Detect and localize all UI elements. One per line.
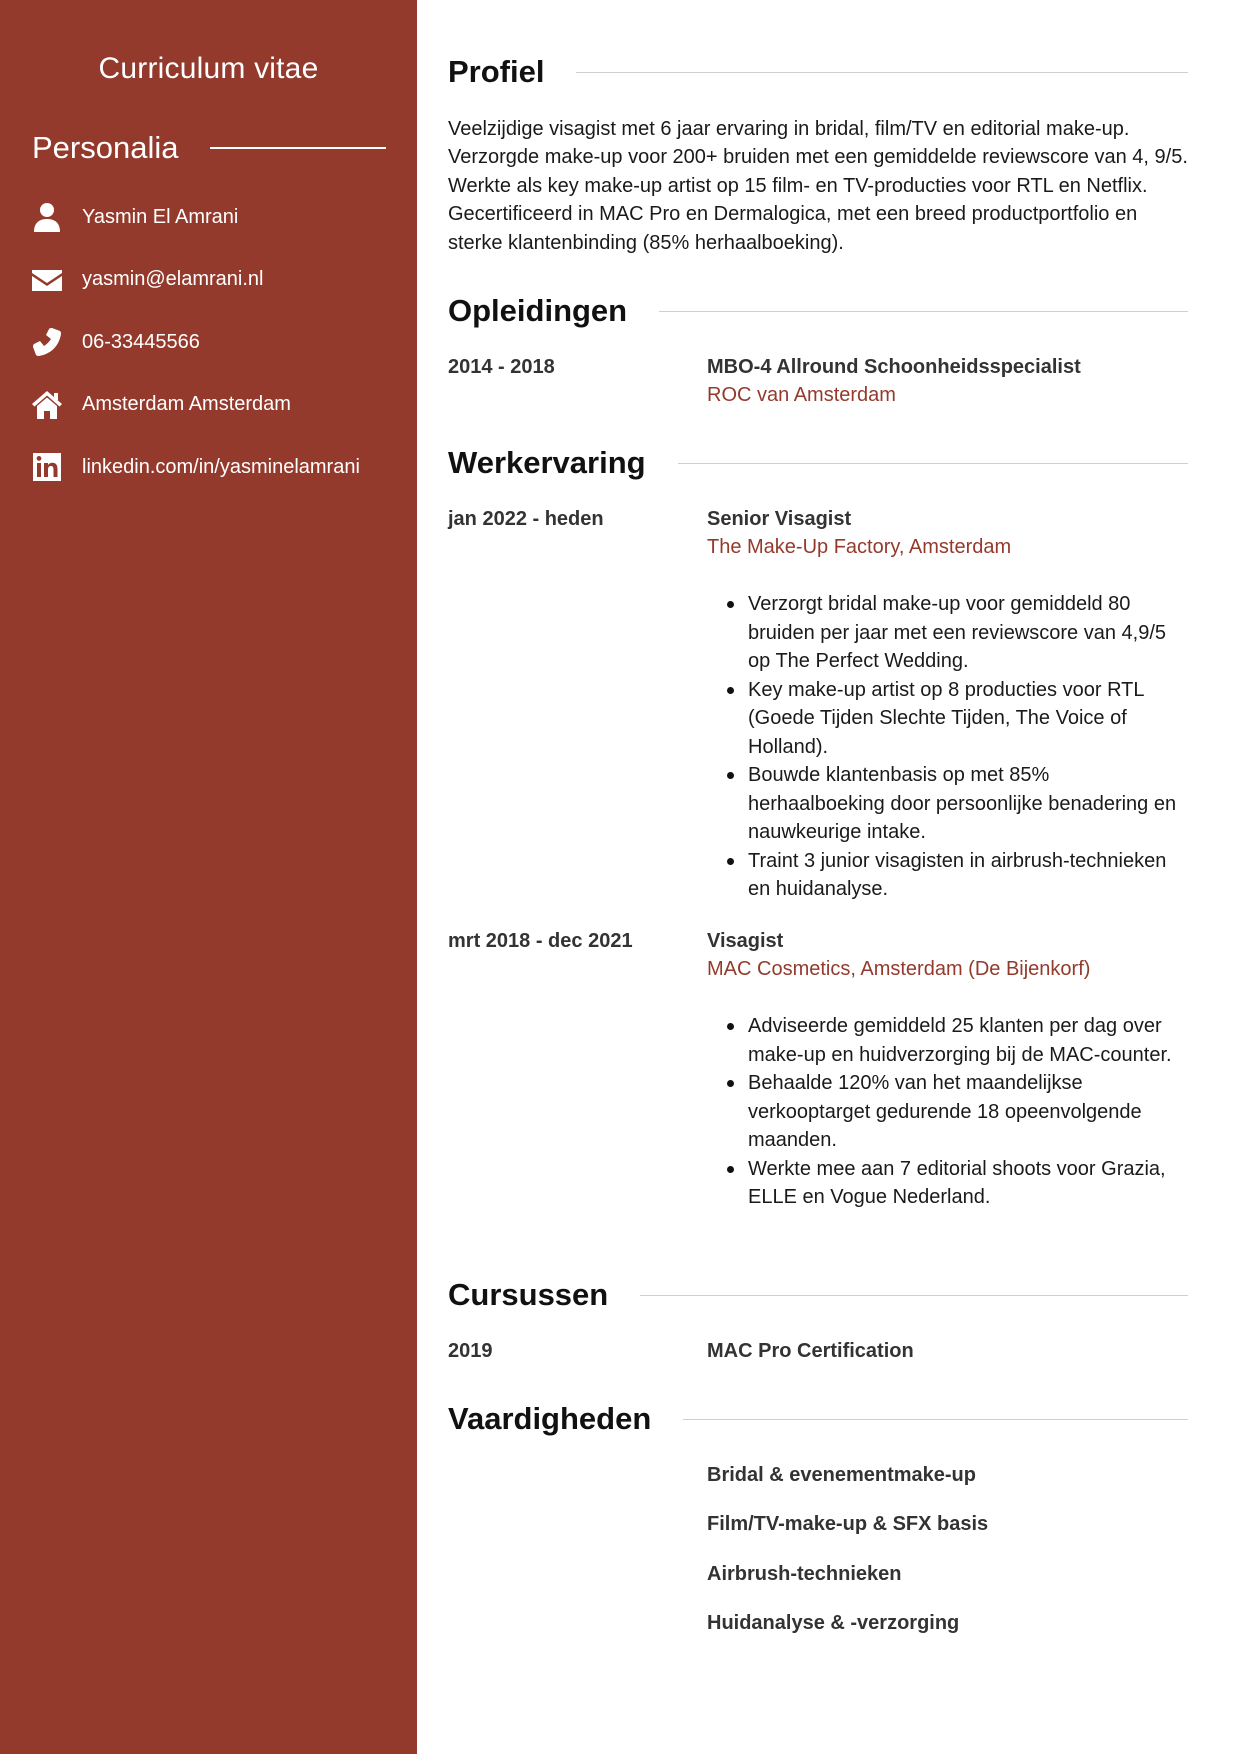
contact-address <box>30 374 400 437</box>
job-employer: MAC Cosmetics, Amsterdam (De Bijenkorf) <box>707 958 1091 980</box>
contact-name-text: Yasmin El Amrani <box>82 205 239 228</box>
contact-email[interactable] <box>30 249 400 312</box>
job-bullet: Bouwde klantenbasis op met 85% herhaalboeking door persoonlijke benadering en nauwkeurige intake. <box>748 761 1188 847</box>
job-bullets <box>707 1012 1188 1212</box>
skill-item: Airbrush-technieken <box>707 1563 902 1585</box>
user-icon <box>30 200 64 234</box>
personalia-divider <box>210 147 386 149</box>
job-date: jan 2022 - heden <box>448 508 604 530</box>
experience-divider <box>678 463 1188 464</box>
contact-address-text: Amsterdam Amsterdam <box>82 393 291 416</box>
contact-phone-text[interactable]: 06-33445566 <box>82 330 200 353</box>
sidebar <box>0 0 417 1754</box>
courses-heading <box>448 1275 1188 1315</box>
linkedin-icon <box>30 450 64 484</box>
job-employer: The Make-Up Factory, Amsterdam <box>707 536 1012 558</box>
education-heading <box>448 291 1188 331</box>
contact-list <box>30 186 400 499</box>
skills-heading <box>448 1399 1188 1439</box>
job-title: Senior Visagist <box>707 508 852 530</box>
course-entry <box>707 1337 1188 1365</box>
education-title: MBO-4 Allround Schoonheidsspecialist <box>707 356 1081 378</box>
experience-heading <box>448 443 1188 483</box>
courses-divider <box>640 1295 1188 1296</box>
job-bullet: Werkte mee aan 7 editorial shoots voor Grazia, ELLE en Vogue Nederland. <box>748 1155 1188 1212</box>
cv-title: Curriculum vitae <box>98 52 319 85</box>
envelope-icon <box>30 263 64 297</box>
skill-item: Bridal & evenementmake-up <box>707 1464 976 1486</box>
personalia-heading <box>32 128 386 168</box>
job-title: Visagist <box>707 930 784 952</box>
profile-text: Veelzijdige visagist met 6 jaar ervaring in bridal, film/TV en editorial make-up. Verzorgde make-up voor 200+ bruiden met een gemiddelde reviewscore van 4, 9/5. Werkte als key make-up artist op 15 film- en TV-producties voor RTL en Netflix. Gecertificeerd in MAC Pro en Dermalogica, met een breed productportfolio en sterke klantenbinding (85% herhaalboeking). <box>448 118 1188 254</box>
profile-divider <box>576 72 1188 73</box>
job-entry <box>707 927 1188 1212</box>
home-icon <box>30 388 64 422</box>
job-bullet: Adviseerde gemiddeld 25 klanten per dag over make-up en huidverzorging bij de MAC-counter. <box>748 1012 1188 1069</box>
job-bullets <box>707 590 1188 904</box>
contact-linkedin-text[interactable]: linkedin.com/in/yasminelamrani <box>82 455 360 478</box>
experience-heading-label: Werkervaring <box>448 445 646 480</box>
phone-icon <box>30 325 64 359</box>
job-entry <box>707 505 1188 904</box>
personalia-label: Personalia <box>32 130 179 165</box>
courses-heading-label: Cursussen <box>448 1277 609 1312</box>
profile-heading <box>448 52 1188 92</box>
job-bullet: Behaalde 120% van het maandelijkse verkooptarget gedurende 18 opeenvolgende maanden. <box>748 1069 1188 1155</box>
job-bullet: Key make-up artist op 8 producties voor RTL (Goede Tijden Slechte Tijden, The Voice of Holland). <box>748 676 1188 762</box>
contact-linkedin[interactable] <box>30 436 400 499</box>
education-divider <box>659 311 1188 312</box>
contact-phone[interactable] <box>30 311 400 374</box>
skill-item: Huidanalyse & -verzorging <box>707 1612 960 1634</box>
job-bullet: Traint 3 junior visagisten in airbrush-technieken en huidanalyse. <box>748 847 1188 904</box>
education-entry <box>707 353 1188 409</box>
education-date: 2014 - 2018 <box>448 356 555 378</box>
course-title: MAC Pro Certification <box>707 1340 914 1362</box>
education-heading-label: Opleidingen <box>448 293 628 328</box>
education-institution: ROC van Amsterdam <box>707 384 896 406</box>
skill-item: Film/TV-make-up & SFX basis <box>707 1513 989 1535</box>
contact-name <box>30 186 400 249</box>
course-date: 2019 <box>448 1340 493 1362</box>
profile-heading-label: Profiel <box>448 54 545 89</box>
skills-divider <box>683 1419 1188 1420</box>
skills-heading-label: Vaardigheden <box>448 1401 652 1436</box>
contact-email-text[interactable]: yasmin@elamrani.nl <box>82 268 264 291</box>
job-bullet: Verzorgt bridal make-up voor gemiddeld 80 bruiden per jaar met een reviewscore van 4,9/5 op The Perfect Wedding. <box>748 590 1188 676</box>
job-date: mrt 2018 - dec 2021 <box>448 930 633 952</box>
